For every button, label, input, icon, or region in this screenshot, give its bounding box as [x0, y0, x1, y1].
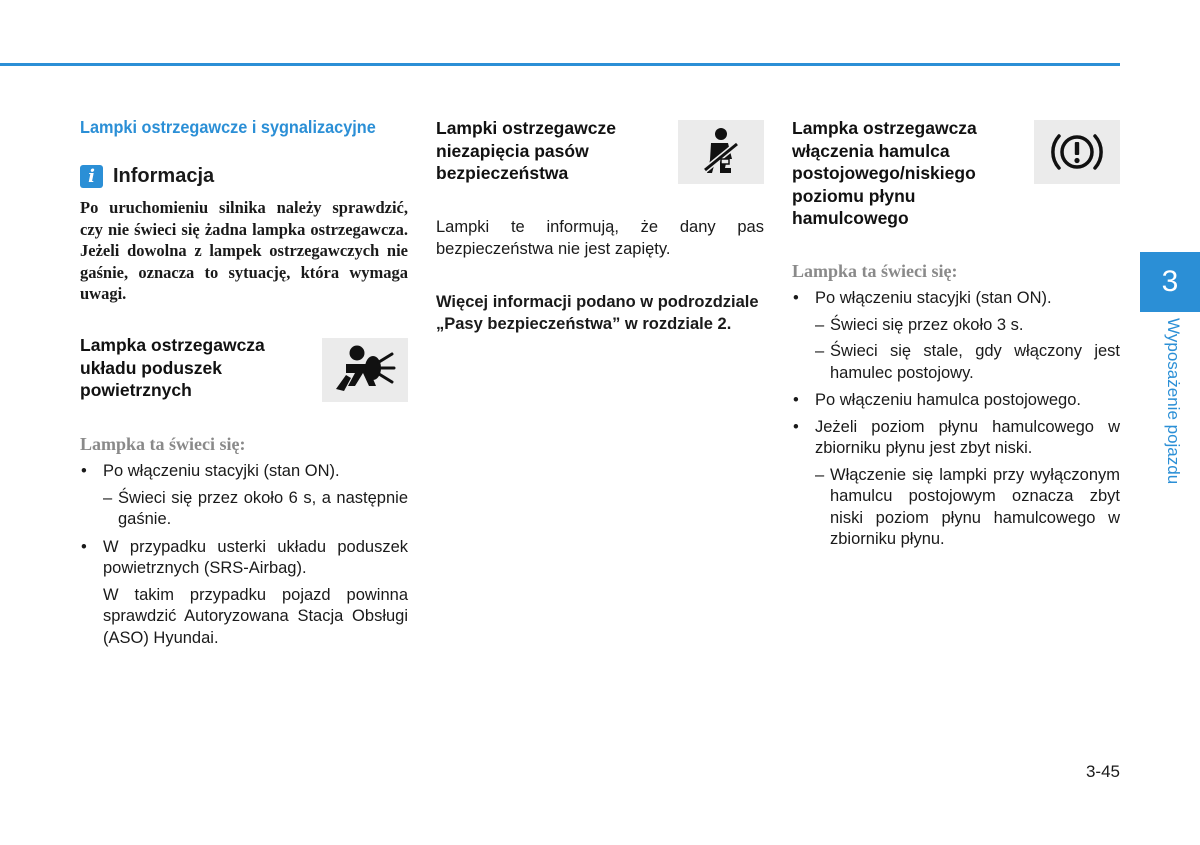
airbag-body [80, 461, 408, 649]
list-subitem: – Włączenie się lampki przy wyłączonym hamulcu postojowym oznacza zbyt niski poziom płynu hamulcowego w zbiorniku płynu. [815, 465, 1120, 548]
seatbelt-icon-box [678, 120, 764, 184]
airbag-lights-when: Lampka ta świeci się: [80, 434, 246, 454]
list-subitem: – Świeci się przez około 6 s, a następnie gaśnie. [103, 488, 408, 528]
list-item: • Jeżeli poziom płynu hamulcowego w zbiorniku płynu jest zbyt niski. [793, 417, 1120, 457]
list-subitem: – Świeci się przez około 3 s. [815, 315, 1024, 334]
seatbelt-text: Lampki te informują, że dany pas bezpieczeństwa nie jest zapięty. [436, 218, 764, 258]
brake-lights-when: Lampka ta świeci się: [792, 261, 958, 281]
airbag-icon [332, 342, 398, 398]
chapter-number-tab: 3 [1140, 252, 1200, 312]
chapter-label: Wyposażenie pojazdu [1164, 318, 1183, 485]
info-text: Po uruchomieniu silnika należy sprawdzić, czy nie świeci się żadna lampka ostrzegawcza. Jeżeli dowolna z lampek ostrzegawczych nie gaśnie, oznacza to sytuację, która wymaga uwagi. [80, 198, 408, 303]
list-item: • W przypadku usterki układu poduszek powietrznych (SRS-Airbag). [81, 537, 408, 577]
info-header [80, 165, 214, 188]
airbag-heading: Lampka ostrzegawcza układu poduszek powietrznych [80, 335, 265, 400]
list-item: • Po włączeniu stacyjki (stan ON). [81, 462, 340, 480]
brake-warning-icon [1047, 127, 1107, 177]
brake-body [792, 288, 1120, 551]
page-number: 3-45 [1085, 762, 1120, 781]
airbag-icon-box [322, 338, 408, 402]
seatbelt-heading: Lampki ostrzegawcze niezapięcia pasów bezpieczeństwa [436, 118, 616, 183]
top-rule [0, 63, 1120, 66]
list-continuation: W takim przypadku pojazd powinna sprawdzić Autoryzowana Stacja Obsługi (ASO) Hyundai. [103, 585, 408, 647]
list-subitem: – Świeci się stale, gdy włączony jest hamulec postojowy. [815, 342, 1120, 382]
section-title: Lampki ostrzegawcze i sygnalizacyjne [80, 117, 376, 137]
seatbelt-icon [697, 126, 745, 178]
seatbelt-note: Więcej informacji podano w podrozdziale „Pasy bezpieczeństwa” w rozdziale 2. [436, 293, 759, 333]
brake-heading: Lampka ostrzegawcza włączenia hamulca postojowego/niskiego poziomu płynu hamulcowego [792, 118, 977, 228]
brake-icon-box [1034, 120, 1120, 184]
list-item: • Po włączeniu hamulca postojowego. [793, 391, 1081, 409]
info-title: Informacja [113, 165, 215, 187]
list-item: • Po włączeniu stacyjki (stan ON). [793, 289, 1052, 307]
info-icon: i [80, 165, 103, 188]
